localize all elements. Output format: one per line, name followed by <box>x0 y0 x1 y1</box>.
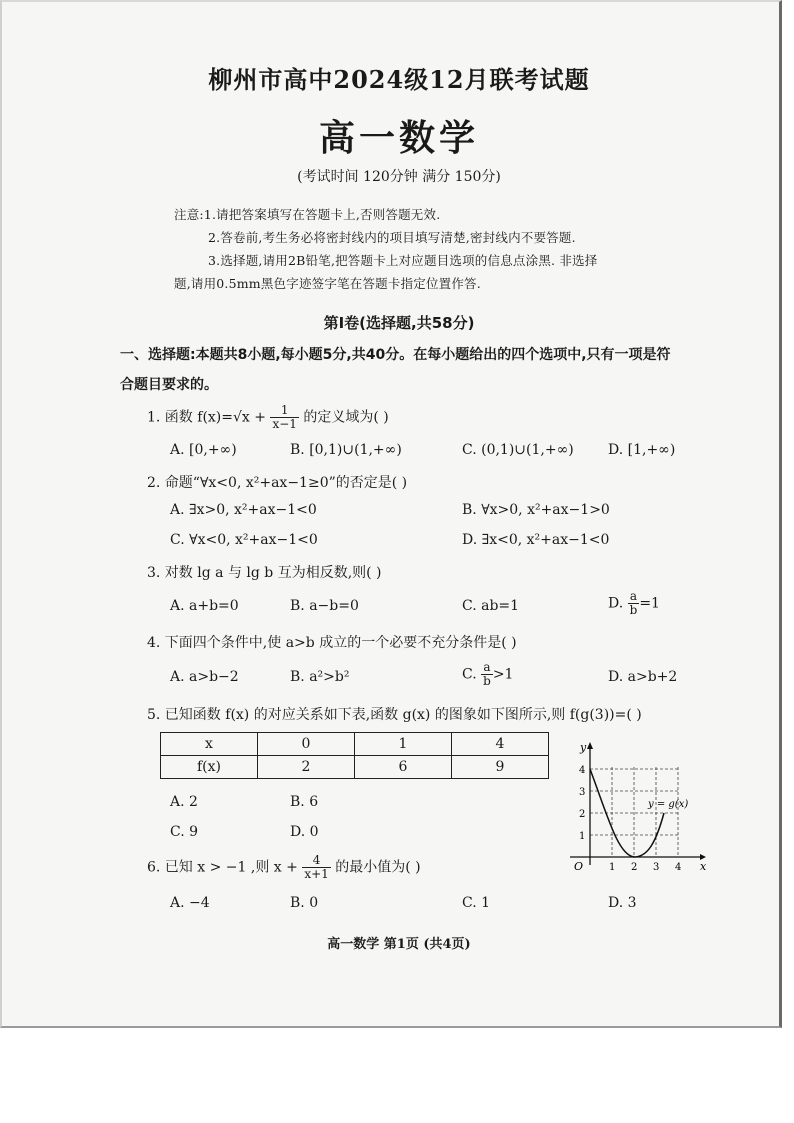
question-5-option-c: C. 9 <box>170 824 199 840</box>
table-row <box>161 733 549 756</box>
table-cell: 9 <box>452 756 549 779</box>
x-tick-label: 2 <box>631 862 638 872</box>
question-2-option-d: D. ∃x<0, x²+ax−1<0 <box>462 532 610 548</box>
y-tick-label: 4 <box>579 765 586 776</box>
question-2-option-b: B. ∀x>0, x²+ax−1>0 <box>462 502 610 518</box>
note-line-4: 题,请用0.5mm黑色字迹签字笔在答题卡指定位置作答. <box>174 276 481 291</box>
y-tick-label: 1 <box>579 831 586 842</box>
y-tick-label: 2 <box>579 809 586 820</box>
origin-label: O <box>574 860 584 872</box>
question-3-option-b: B. a−b=0 <box>290 598 359 614</box>
question-2: 2. 命题“∀x<0, x²+ax−1≥0”的否定是( ) <box>147 475 408 491</box>
question-6 <box>147 854 421 881</box>
y-tick-label: 3 <box>579 787 586 798</box>
question-4-option-c-numerator: a <box>481 661 493 675</box>
x-tick-label: 4 <box>675 862 682 872</box>
section-title: 第Ⅰ卷(选择题,共58分) <box>323 314 475 332</box>
question-4-option-c-label: C. <box>462 666 477 683</box>
question-6-denominator: x+1 <box>304 867 329 882</box>
question-1-option-b: B. [0,1)∪(1,+∞) <box>290 442 402 458</box>
page-footer: 高一数学 第1页 (共4页) <box>327 937 471 952</box>
table-cell: x <box>161 733 258 756</box>
question-1-option-a: A. [0,+∞) <box>170 442 237 458</box>
question-5: 5. 已知函数 f(x) 的对应关系如下表,函数 g(x) 的图象如下图所示,则 f(g(3))=( ) <box>147 707 642 723</box>
question-3-option-a: A. a+b=0 <box>170 598 239 614</box>
graph-grid <box>590 767 678 857</box>
y-axis-arrow <box>587 742 593 749</box>
question-2-option-a: A. ∃x>0, x²+ax−1<0 <box>170 502 317 518</box>
curve-label: y = g(x) <box>648 799 689 810</box>
question-5-option-a: A. 2 <box>170 794 198 810</box>
x-tick-label: 1 <box>609 862 616 872</box>
question-6-option-b: B. 0 <box>290 895 319 911</box>
question-2-option-c: C. ∀x<0, x²+ax−1<0 <box>170 532 318 548</box>
g-function-graph <box>560 737 710 872</box>
x-axis-label: x <box>700 860 707 872</box>
question-4-option-c <box>462 661 513 688</box>
note-line-2: 2.答卷前,考生务必将密封线内的项目填写清楚,密封线内不要答题. <box>208 230 576 245</box>
question-6-numerator: 4 <box>302 854 330 868</box>
table-row <box>161 756 549 779</box>
question-4-option-d: D. a>b+2 <box>608 669 678 685</box>
question-6-suffix: 的最小值为( ) <box>335 859 421 876</box>
question-6-option-d: D. 3 <box>608 895 637 911</box>
function-table <box>160 732 549 779</box>
question-3-option-d-label: D. <box>608 595 624 612</box>
question-6-prefix: 6. 已知 x > −1 ,则 x + <box>147 859 298 876</box>
table-cell: 6 <box>355 756 452 779</box>
note-line-1: 注意:1.请把答案填写在答题卡上,否则答题无效. <box>174 207 441 222</box>
exam-title: 柳州市高中2024级12月联考试题 <box>208 65 590 94</box>
subject-title: 高一数学 <box>318 117 479 159</box>
question-3-option-d-denominator: b <box>629 603 638 618</box>
question-3-option-c: C. ab=1 <box>462 598 520 614</box>
question-1-prefix: 1. 函数 f(x)=√x + <box>147 409 266 426</box>
question-4-option-c-fraction <box>481 661 493 688</box>
note-line-3: 3.选择题,请用2B铅笔,把答题卡上对应题目选项的信息点涂黑. 非选择 <box>208 253 598 268</box>
question-4-option-b: B. a²>b² <box>290 669 350 685</box>
question-6-fraction <box>302 854 330 881</box>
y-axis-label: y <box>580 741 587 754</box>
question-3-option-d-fraction <box>628 590 640 617</box>
question-5-option-b: B. 6 <box>290 794 319 810</box>
question-3-option-d-numerator: a <box>628 590 640 604</box>
table-cell: 1 <box>355 733 452 756</box>
question-1-option-d: D. [1,+∞) <box>608 442 676 458</box>
question-3: 3. 对数 lg a 与 lg b 互为相反数,则( ) <box>147 565 382 581</box>
question-4: 4. 下面四个条件中,使 a>b 成立的一个必要不充分条件是( ) <box>147 635 517 651</box>
question-1-denominator: x−1 <box>272 417 297 432</box>
table-cell: 4 <box>452 733 549 756</box>
exam-info: (考试时间 120分钟 满分 150分) <box>297 169 501 185</box>
question-1-numerator: 1 <box>270 404 298 418</box>
question-3-option-d <box>608 590 660 617</box>
question-6-option-a: A. −4 <box>170 895 210 911</box>
question-1-suffix: 的定义域为( ) <box>303 409 389 426</box>
table-cell: f(x) <box>161 756 258 779</box>
question-4-option-a: A. a>b−2 <box>170 669 239 685</box>
question-6-option-c: C. 1 <box>462 895 491 911</box>
question-1 <box>147 404 389 431</box>
question-4-option-c-denominator: b <box>483 674 491 689</box>
table-cell: 2 <box>258 756 355 779</box>
question-1-option-c: C. (0,1)∪(1,+∞) <box>462 442 574 458</box>
question-5-option-d: D. 0 <box>290 824 319 840</box>
section-intro-line-1: 一、选择题:本题共8小题,每小题5分,共40分。在每小题给出的四个选项中,只有一项是符 <box>120 347 671 363</box>
question-3-option-d-suffix: =1 <box>639 595 660 612</box>
x-tick-label: 3 <box>653 862 660 872</box>
table-cell: 0 <box>258 733 355 756</box>
question-1-fraction <box>270 404 298 431</box>
question-4-option-c-suffix: >1 <box>492 666 514 683</box>
section-intro-line-2: 合题目要求的。 <box>120 377 218 393</box>
